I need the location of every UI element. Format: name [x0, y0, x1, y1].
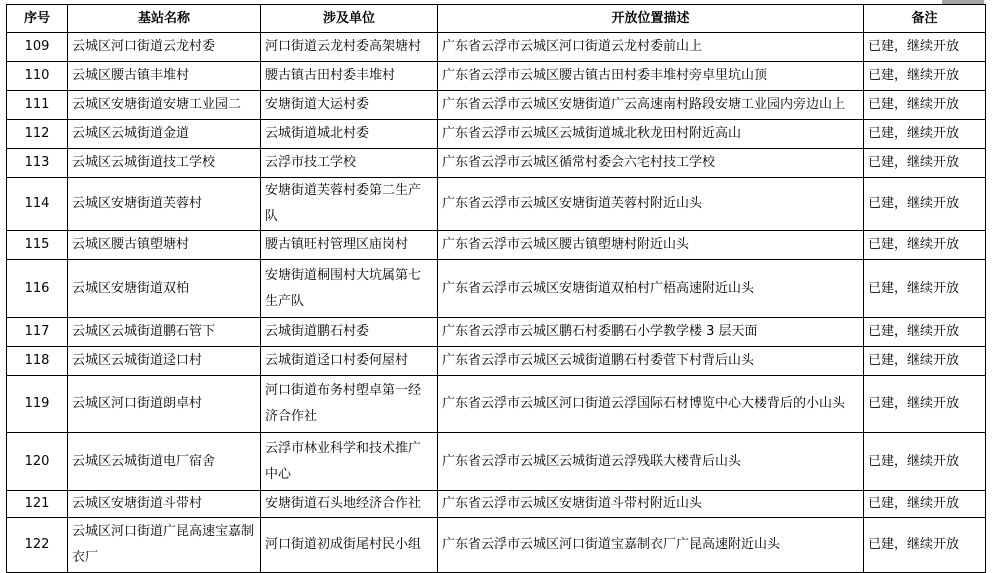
- table-row: [7, 149, 986, 178]
- cell-location: 广东省云浮市云城区循常村委会六宅村技工学校: [438, 149, 864, 178]
- cell-unit: 安塘街道大运村委: [261, 91, 438, 120]
- cell-remark: 已建，继续开放: [864, 433, 986, 491]
- cell-location: 广东省云浮市云城区河口街道云浮国际石材博览中心大楼背后的小山头: [438, 376, 864, 433]
- cell-seq: 114: [7, 178, 68, 231]
- cell-remark: 已建，继续开放: [864, 62, 986, 91]
- cell-unit: 安塘街道桐围村大坑属第七生产队: [261, 260, 438, 318]
- cell-remark: 已建，继续开放: [864, 318, 986, 347]
- cell-location: 广东省云浮市云城区云城街道鹏石村委菅下村背后山头: [438, 347, 864, 376]
- cell-name: 云城区河口街道朗卓村: [68, 376, 261, 433]
- table-row: [7, 91, 986, 120]
- cell-unit: 云浮市技工学校: [261, 149, 438, 178]
- table-row: [7, 376, 986, 433]
- cell-name: 云城区安塘街道双柏: [68, 260, 261, 318]
- table-row: [7, 518, 986, 573]
- cell-unit: 云城街道迳口村委何屋村: [261, 347, 438, 376]
- cell-location: 广东省云浮市云城区腰古镇古田村委丰堆村旁卓里坑山顶: [438, 62, 864, 91]
- cell-unit: 河口街道初成街尾村民小组: [261, 518, 438, 573]
- cell-name: 云城区河口街道广昆高速宝嘉制衣厂: [68, 518, 261, 573]
- cell-location: 广东省云浮市云城区安塘街道广云高速南村路段安塘工业园内旁边山上: [438, 91, 864, 120]
- header-unit: 涉及单位: [261, 5, 438, 33]
- header-name: 基站名称: [68, 5, 261, 33]
- table-row: [7, 347, 986, 376]
- cell-remark: 已建，继续开放: [864, 120, 986, 149]
- cell-remark: 已建，继续开放: [864, 149, 986, 178]
- cell-remark: 已建，继续开放: [864, 178, 986, 231]
- cell-seq: 117: [7, 318, 68, 347]
- cell-name: 云城区安塘街道芙蓉村: [68, 178, 261, 231]
- cell-unit: 河口街道布务村塱卓第一经济合作社: [261, 376, 438, 433]
- open-sites-table: [6, 4, 986, 573]
- cell-seq: 120: [7, 433, 68, 491]
- cell-unit: 腰古镇旺村管理区庙岗村: [261, 231, 438, 260]
- table-row: [7, 318, 986, 347]
- cell-seq: 118: [7, 347, 68, 376]
- cell-location: 广东省云浮市云城区安塘街道斗带村附近山头: [438, 491, 864, 518]
- cell-location: 广东省云浮市云城区腰古镇塱塘村附近山头: [438, 231, 864, 260]
- cell-location: 广东省云浮市云城区安塘街道芙蓉村附近山头: [438, 178, 864, 231]
- cell-name: 云城区河口街道云龙村委: [68, 33, 261, 62]
- cell-remark: 已建，继续开放: [864, 260, 986, 318]
- cell-location: 广东省云浮市云城区河口街道宝嘉制衣厂广昆高速附近山头: [438, 518, 864, 573]
- cell-location: 广东省云浮市云城区河口街道云龙村委前山上: [438, 33, 864, 62]
- cell-name: 云城区腰古镇塱塘村: [68, 231, 261, 260]
- cell-unit: 云城街道鹏石村委: [261, 318, 438, 347]
- cell-name: 云城区云城街道电厂宿舍: [68, 433, 261, 491]
- cell-seq: 112: [7, 120, 68, 149]
- cell-name: 云城区云城街道鹏石管下: [68, 318, 261, 347]
- header-seq: 序号: [7, 5, 68, 33]
- header-location: 开放位置描述: [438, 5, 864, 33]
- table-row: [7, 178, 986, 231]
- table-row: [7, 33, 986, 62]
- cell-location: 广东省云浮市云城区鹏石村委鹏石小学教学楼 3 层天面: [438, 318, 864, 347]
- base-station-table: [6, 4, 986, 573]
- cell-remark: 已建，继续开放: [864, 491, 986, 518]
- table-row: [7, 433, 986, 491]
- header-remark: 备注: [864, 5, 986, 33]
- cell-seq: 119: [7, 376, 68, 433]
- cell-name: 云城区云城街道迳口村: [68, 347, 261, 376]
- cell-seq: 116: [7, 260, 68, 318]
- cell-seq: 111: [7, 91, 68, 120]
- cell-remark: 已建，继续开放: [864, 376, 986, 433]
- cell-name: 云城区安塘街道安塘工业园二: [68, 91, 261, 120]
- cell-seq: 122: [7, 518, 68, 573]
- table-row: [7, 231, 986, 260]
- cell-unit: 安塘街道石头地经济合作社: [261, 491, 438, 518]
- table-row: [7, 120, 986, 149]
- cell-unit: 腰古镇古田村委丰堆村: [261, 62, 438, 91]
- cell-seq: 115: [7, 231, 68, 260]
- cell-name: 云城区腰古镇丰堆村: [68, 62, 261, 91]
- cell-remark: 已建，继续开放: [864, 91, 986, 120]
- cell-location: 广东省云浮市云城区云城街道云浮残联大楼背后山头: [438, 433, 864, 491]
- cell-remark: 已建，继续开放: [864, 33, 986, 62]
- cell-seq: 110: [7, 62, 68, 91]
- cell-unit: 云浮市林业科学和技术推广中心: [261, 433, 438, 491]
- cell-seq: 121: [7, 491, 68, 518]
- cell-remark: 已建，继续开放: [864, 347, 986, 376]
- cell-unit: 云城街道城北村委: [261, 120, 438, 149]
- table-row: [7, 491, 986, 518]
- cell-remark: 已建，继续开放: [864, 231, 986, 260]
- cell-name: 云城区云城街道金道: [68, 120, 261, 149]
- cell-unit: 河口街道云龙村委高架塘村: [261, 33, 438, 62]
- table-row: [7, 62, 986, 91]
- cell-name: 云城区云城街道技工学校: [68, 149, 261, 178]
- cell-remark: 已建，继续开放: [864, 518, 986, 573]
- table-row: [7, 260, 986, 318]
- cell-seq: 109: [7, 33, 68, 62]
- cell-name: 云城区安塘街道斗带村: [68, 491, 261, 518]
- header-row: [7, 5, 986, 33]
- cell-unit: 安塘街道芙蓉村委第二生产队: [261, 178, 438, 231]
- cell-seq: 113: [7, 149, 68, 178]
- cell-location: 广东省云浮市云城区安塘街道双柏村广梧高速附近山头: [438, 260, 864, 318]
- cell-location: 广东省云浮市云城区云城街道城北秋龙田村附近高山: [438, 120, 864, 149]
